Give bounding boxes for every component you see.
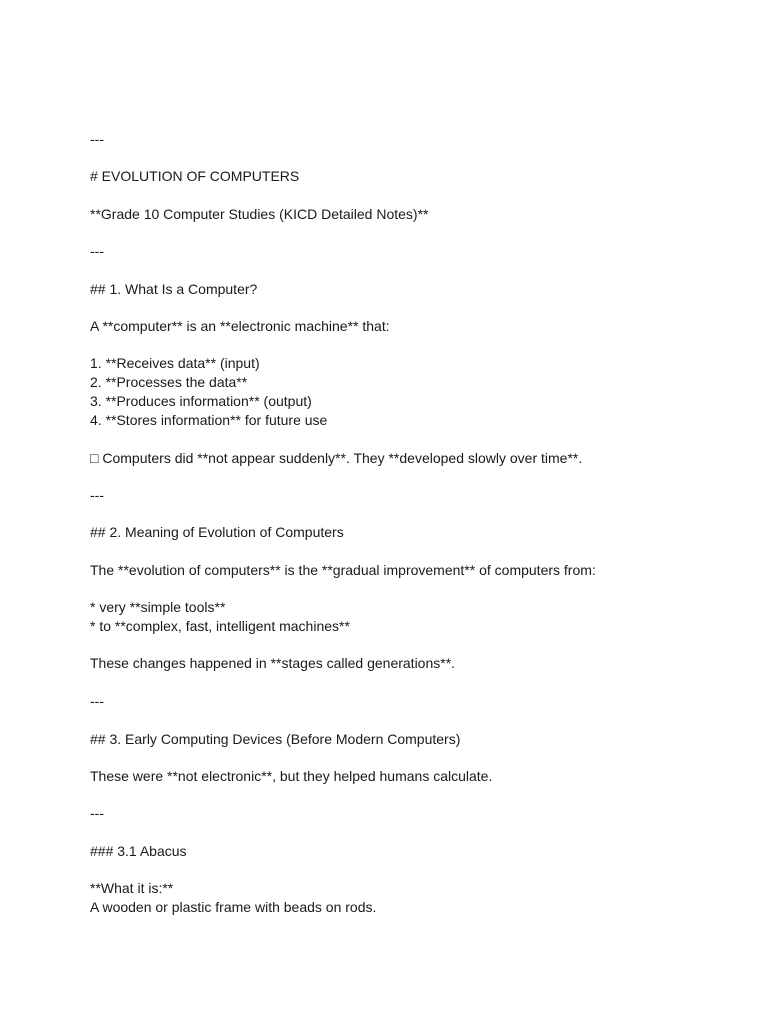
section-2-heading: ## 2. Meaning of Evolution of Computers bbox=[90, 524, 344, 540]
section-3-1-heading: ### 3.1 Abacus bbox=[90, 843, 187, 859]
abacus-what-label: **What it is:** bbox=[90, 880, 174, 896]
horizontal-rule-marker: --- bbox=[90, 487, 104, 503]
list-item: 4. **Stores information** for future use bbox=[90, 412, 328, 428]
section-3-intro: These were **not electronic**, but they helped humans calculate. bbox=[90, 768, 493, 784]
list-item: 1. **Receives data** (input) bbox=[90, 355, 260, 371]
section-2-outro: These changes happened in **stages called generations**. bbox=[90, 655, 456, 671]
section-1-note: □ Computers did **not appear suddenly**. They **developed slowly over time**. bbox=[90, 450, 583, 466]
section-2-intro: The **evolution of computers** is the **gradual improvement** of computers from: bbox=[90, 562, 596, 578]
list-item: 2. **Processes the data** bbox=[90, 374, 248, 390]
list-item: * to **complex, fast, intelligent machines** bbox=[90, 618, 350, 634]
abacus-description: A wooden or plastic frame with beads on rods. bbox=[90, 899, 377, 915]
document-title: # EVOLUTION OF COMPUTERS bbox=[90, 168, 300, 184]
horizontal-rule-marker: --- bbox=[90, 131, 104, 147]
section-1-heading: ## 1. What Is a Computer? bbox=[90, 281, 258, 297]
horizontal-rule-marker: --- bbox=[90, 805, 104, 821]
horizontal-rule-marker: --- bbox=[90, 243, 104, 259]
list-item: 3. **Produces information** (output) bbox=[90, 393, 312, 409]
document-subtitle: **Grade 10 Computer Studies (KICD Detailed Notes)** bbox=[90, 206, 429, 222]
list-item: * very **simple tools** bbox=[90, 599, 226, 615]
horizontal-rule-marker: --- bbox=[90, 693, 104, 709]
section-1-intro: A **computer** is an **electronic machine** that: bbox=[90, 318, 390, 334]
section-3-heading: ## 3. Early Computing Devices (Before Modern Computers) bbox=[90, 731, 461, 747]
